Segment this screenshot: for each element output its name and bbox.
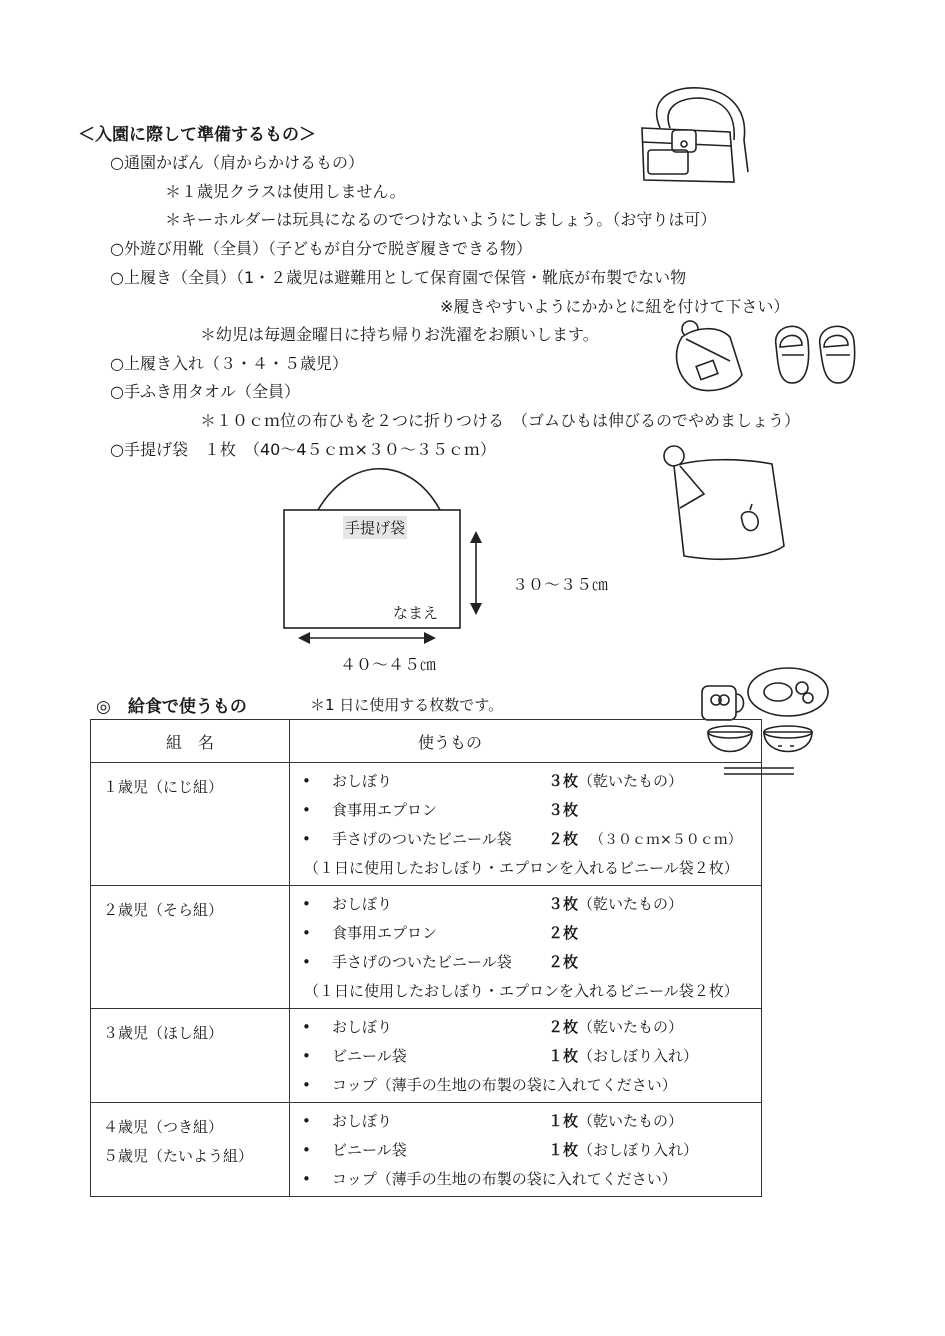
- item-name: おしぼり: [332, 1112, 393, 1130]
- group-name: １歳児（にじ組）: [103, 778, 224, 796]
- table-row: [91, 886, 762, 1009]
- prep-note-towel-string: ＊１０ｃｍ位の布ひもを２つに折りつける （ゴムひもは伸びるのでやめましょう）: [200, 411, 801, 430]
- item-name: 手さげのついたビニール袋: [332, 953, 512, 971]
- indoor-shoes-illustration: [768, 315, 868, 390]
- prep-line-outdoor-shoes: ○外遊び用靴（全員）（子どもが自分で脱ぎ履きできる物）: [110, 239, 532, 258]
- prep-line-school-bag: ○通園かばん（肩からかけるもの）: [110, 153, 364, 172]
- bullet-icon: •: [302, 772, 311, 790]
- bullet-icon: •: [302, 1018, 311, 1036]
- list-item: [290, 825, 761, 854]
- group-name-cell: [91, 763, 290, 886]
- prep-note-heel-strap: ※履きやすいようにかかとに紐を付けて下さい）: [440, 297, 790, 316]
- bullet-icon: •: [302, 1170, 311, 1188]
- item-quantity: ２枚: [548, 1018, 579, 1036]
- item-note: （乾いたもの）: [578, 772, 684, 790]
- group-footnote: （１日に使用したおしぼり・エプロンを入れるビニール袋２枚）: [304, 982, 739, 1000]
- hand-towel-illustration: [660, 438, 795, 568]
- item-name: ビニール袋: [332, 1047, 407, 1065]
- tote-width-label: ４０～４５㎝: [340, 655, 437, 674]
- school-bag-illustration: [630, 80, 760, 195]
- item-quantity: ２枚: [548, 953, 579, 971]
- group-name: ３歳児（ほし組）: [103, 1024, 224, 1042]
- item-quantity: ３枚: [548, 772, 579, 790]
- list-item: [290, 919, 761, 948]
- group-footnote: （１日に使用したおしぼり・エプロンを入れるビニール袋２枚）: [304, 859, 739, 877]
- group-name: ２歳児（そら組）: [103, 901, 224, 919]
- item-note: （おしぼり入れ）: [578, 1047, 699, 1065]
- list-item: [290, 948, 761, 977]
- tote-height-label: ３０～３５㎝: [512, 575, 609, 594]
- group-items-cell: [290, 1009, 762, 1103]
- item-name: 食事用エプロン: [332, 924, 438, 942]
- list-item: [290, 1136, 761, 1165]
- group-name: ４歳児（つき組）: [103, 1118, 224, 1136]
- item-name: おしぼり: [332, 1018, 393, 1036]
- bullet-icon: •: [302, 801, 311, 819]
- group-name: ５歳児（たいよう組）: [103, 1147, 254, 1165]
- bullet-icon: •: [302, 924, 311, 942]
- prep-note-wash: ＊幼児は毎週金曜日に持ち帰りお洗濯をお願いします。: [200, 325, 599, 344]
- item-quantity: ３枚: [548, 801, 579, 819]
- item-quantity: ２枚: [548, 830, 579, 848]
- group-name-cell: [91, 1009, 290, 1103]
- list-item: [290, 1165, 761, 1194]
- list-item: [290, 1107, 761, 1136]
- meal-title: ◎ 給食で使うもの: [96, 697, 247, 717]
- item-name: おしぼり: [332, 895, 393, 913]
- prep-line-towel: ○手ふき用タオル（全員）: [110, 382, 300, 401]
- list-item: [290, 1013, 761, 1042]
- bullet-icon: •: [302, 1047, 311, 1065]
- group-items-cell: [290, 1103, 762, 1197]
- bullet-icon: •: [302, 1112, 311, 1130]
- item-note: （乾いたもの）: [578, 895, 684, 913]
- item-note: （おしぼり入れ）: [578, 1141, 699, 1159]
- bullet-icon: •: [302, 1141, 311, 1159]
- item-name: コップ（薄手の生地の布製の袋に入れてください）: [332, 1170, 677, 1188]
- prep-title: ＜入園に際して準備するもの＞: [78, 125, 316, 145]
- prep-note-keyholder: ＊キーホルダーは玩具になるのでつけないようにしましょう。（お守りは可）: [165, 210, 717, 229]
- list-item: [290, 796, 761, 825]
- item-quantity: １枚: [548, 1112, 579, 1130]
- item-quantity: １枚: [548, 1141, 579, 1159]
- tote-bag-diagram: [280, 465, 500, 650]
- bullet-icon: •: [302, 895, 311, 913]
- prep-note-age1: ＊１歳児クラスは使用しません。: [165, 182, 406, 201]
- list-item: [290, 890, 761, 919]
- group-name-cell: [91, 886, 290, 1009]
- item-note: （乾いたもの）: [578, 1112, 684, 1130]
- bullet-icon: •: [302, 953, 311, 971]
- header-group: 組 名: [91, 720, 290, 763]
- item-name: 食事用エプロン: [332, 801, 438, 819]
- list-item: [290, 1071, 761, 1100]
- table-row: [91, 1009, 762, 1103]
- prep-line-indoor-shoes: ○上履き（全員）（1・２歳児は避難用として保育園で保管・靴底が布製でない物: [110, 268, 687, 287]
- table-row: [91, 1103, 762, 1197]
- item-quantity: １枚: [548, 1047, 579, 1065]
- item-name: ビニール袋: [332, 1141, 407, 1159]
- group-name-cell: [91, 1103, 290, 1197]
- prep-line-shoe-bag: ○上履き入れ（３・４・５歳児）: [110, 354, 348, 373]
- tote-name-label: なまえ: [393, 604, 439, 622]
- item-note: （乾いたもの）: [578, 1018, 684, 1036]
- header-items: 使うもの: [290, 720, 762, 763]
- bullet-icon: •: [302, 1076, 311, 1094]
- prep-line-tote-bag: ○手提げ袋 １枚 （40～4５ｃｍ×３０～３５ｃｍ）: [110, 440, 496, 459]
- item-quantity: ２枚: [548, 924, 579, 942]
- item-note: （３０ｃｍ×５０ｃｍ）: [590, 832, 742, 848]
- list-item: [290, 767, 761, 796]
- list-item: [290, 1042, 761, 1071]
- group-items-cell: [290, 886, 762, 1009]
- table-row: [91, 763, 762, 886]
- group-items-cell: [290, 763, 762, 886]
- meal-items-table: [90, 719, 762, 1197]
- table-header-row: [91, 720, 762, 763]
- item-name: コップ（薄手の生地の布製の袋に入れてください）: [332, 1076, 677, 1094]
- tote-bag-label: 手提げ袋: [343, 516, 407, 539]
- item-quantity: ３枚: [548, 895, 579, 913]
- shoe-bag-illustration: [668, 315, 758, 400]
- bullet-icon: •: [302, 830, 311, 848]
- meal-note: ＊1 日に使用する枚数です。: [310, 696, 504, 714]
- item-name: おしぼり: [332, 772, 393, 790]
- item-name: 手さげのついたビニール袋: [332, 830, 512, 848]
